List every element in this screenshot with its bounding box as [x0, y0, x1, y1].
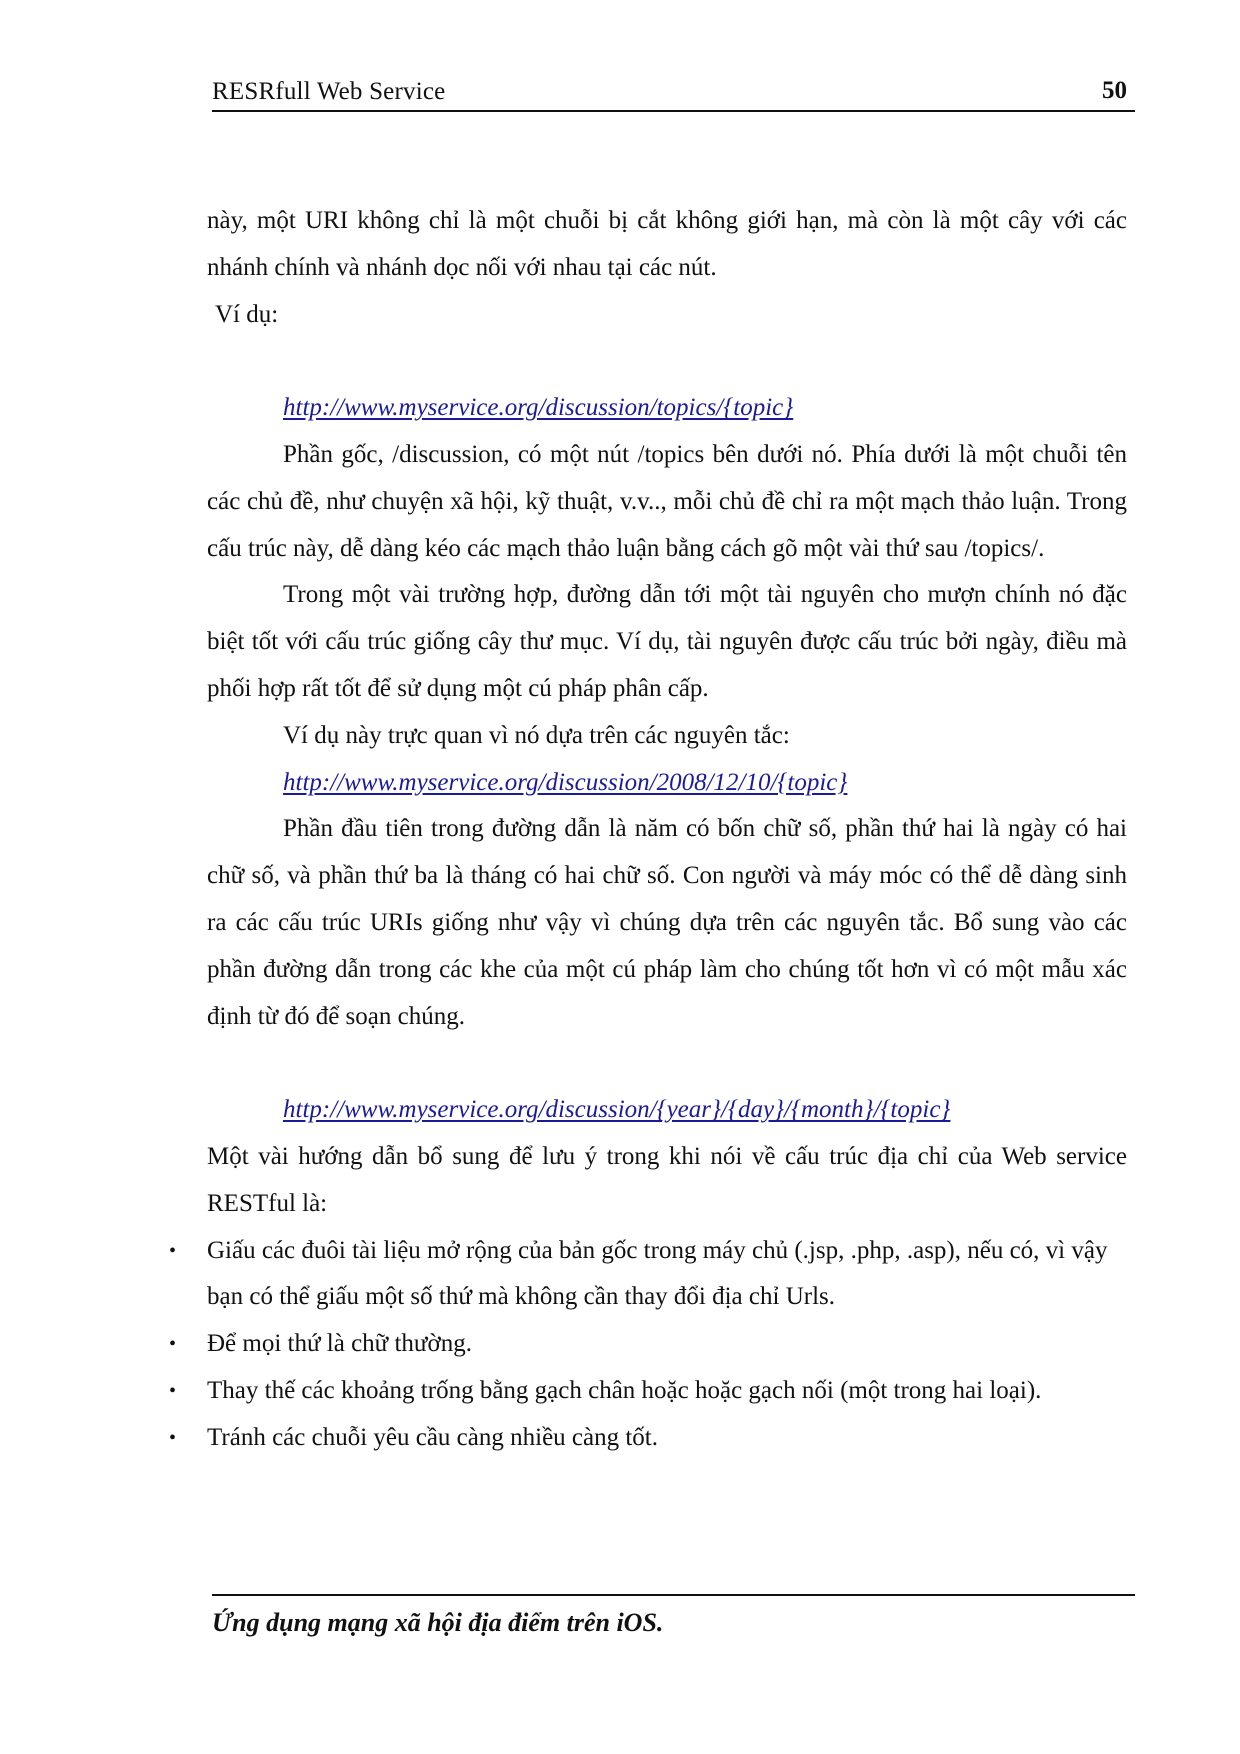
page-header [212, 74, 1135, 112]
paragraph-directory-structure: Trong một vài trường hợp, đường dẫn tới một tài nguyên cho mượn chính nó đặc biệt tốt với cấu trúc giống cây thư mục. Ví dụ, tài nguyên được cấu trúc bởi ngày, điều mà phối hợp rất tốt để sử dụng một cú pháp phân cấp. [207, 581, 1127, 702]
list-item [169, 1415, 1127, 1462]
example-label: Ví dụ: [215, 300, 279, 328]
page-body [169, 198, 1127, 1462]
bullet-icon: • [169, 1379, 177, 1402]
paragraph-date-parts: Phần đầu tiên trong đường dẫn là năm có bốn chữ số, phần thứ hai là ngày có hai chữ số, và phần thứ ba là tháng có hai chữ số. Con người và máy móc có thể dễ dàng sinh ra các cấu trúc URIs giống như vậy vì chúng dựa trên các nguyên tắc. Bổ sung vào các phần đường dẫn trong các khe của một cú pháp làm cho chúng tốt hơn vì có một mẫu xác định từ đó để soạn chúng. [207, 815, 1127, 1030]
list-item-text: Giấu các đuôi tài liệu mở rộng của bản gốc trong máy chủ (.jsp, .php, .asp), nếu có, vì vậy bạn có thể giấu một số thứ mà không cần thay đổi địa chỉ Urls. [207, 1236, 1108, 1311]
link-topics[interactable]: http://www.myservice.org/discussion/topics/{topic} [283, 394, 794, 422]
list-item-text: Tránh các chuỗi yêu cầu càng nhiều càng tốt. [207, 1423, 659, 1451]
paragraph-example-intro: Ví dụ này trực quan vì nó dựa trên các nguyên tắc: [283, 721, 790, 749]
spacer [207, 1040, 1127, 1087]
bullet-icon: • [169, 1426, 177, 1449]
bullet-icon: • [169, 1333, 177, 1356]
paragraph-uri-tree: này, một URI không chỉ là một chuỗi bị cắt không giới hạn, mà còn là một cây với các nhánh chính và nhánh dọc nối với nhau tại các nút. [207, 207, 1127, 281]
paragraph-guidelines-intro: Một vài hướng dẫn bổ sung để lưu ý trong khi nói về cấu trúc địa chỉ của Web service RESTful là: [207, 1142, 1127, 1217]
header-title: RESRfull Web Service [212, 78, 446, 105]
page-number: 50 [1102, 77, 1127, 104]
example-link-date [207, 760, 1127, 807]
list-item-text: Để mọi thứ là chữ thường. [207, 1330, 472, 1358]
list-item [169, 1321, 1127, 1368]
example-link-topics [207, 385, 1127, 432]
guidelines-list [169, 1228, 1127, 1462]
list-item-text: Thay thế các khoảng trống bằng gạch chân hoặc hoặc gạch nối (một trong hai loại). [207, 1376, 1042, 1404]
list-item [169, 1228, 1127, 1322]
link-template[interactable]: http://www.myservice.org/discussion/{year}/{day}/{month}/{topic} [283, 1096, 951, 1124]
example-link-template [207, 1087, 1127, 1134]
bullet-icon: • [169, 1239, 177, 1262]
spacer [207, 338, 1127, 385]
list-item [169, 1368, 1127, 1415]
footer-title: Ứng dụng mạng xã hội địa điểm trên iOS. [212, 1608, 664, 1637]
page-footer [212, 1594, 1135, 1637]
paragraph-root-discussion: Phần gốc, /discussion, có một nút /topics bên dưới nó. Phía dưới là một chuỗi tên các chủ đề, như chuyện xã hội, kỹ thuật, v.v.., mỗi chủ đề chỉ ra một mạch thảo luận. Trong cấu trúc này, dễ dàng kéo các mạch thảo luận bằng cách gõ một vài thứ sau /topics/. [207, 440, 1127, 562]
link-date[interactable]: http://www.myservice.org/discussion/2008/12/10/{topic} [283, 768, 848, 796]
